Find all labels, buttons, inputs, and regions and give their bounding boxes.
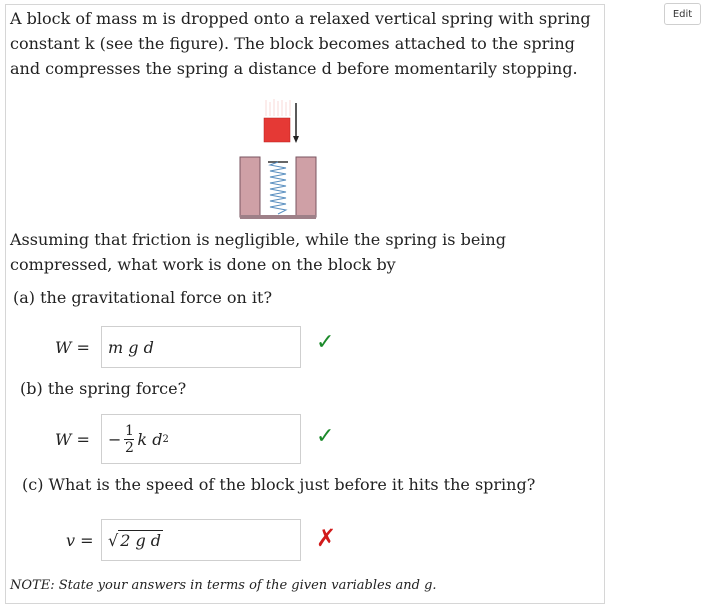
answer-b-value: k d: [137, 429, 163, 449]
incorrect-x-icon: ✗: [316, 524, 337, 552]
answer-input-a[interactable]: [101, 326, 301, 368]
answer-c-value: 2 g d: [120, 530, 162, 550]
edit-button[interactable]: Edit: [664, 3, 701, 25]
left-wall: [240, 157, 260, 217]
problem-intro: A block of mass m is dropped onto a relaxed vertical spring with spring constant k (see the figure). The block becomes attached to the spring and compresses the spring a distance d before momentarily stopping.: [10, 9, 591, 78]
answer-b-fraction: $\frac{1}{2}$: [124, 422, 134, 456]
part-b-prompt: (b) the spring force?: [20, 379, 187, 398]
answer-a-value: m g d: [108, 337, 154, 357]
part-c-prompt: (c) What is the speed of the block just before it hits the spring?: [22, 475, 536, 494]
question-text: Assuming that friction is negligible, while the spring is being compressed, what work is done on the block by: [10, 230, 506, 274]
spring-coil: [268, 162, 288, 214]
note-text: NOTE: State your answers in terms of the given variables and g.: [10, 578, 437, 593]
answer-c-sqrt: √ 2 g d: [108, 530, 162, 550]
right-wall: [296, 157, 316, 217]
part-a-var: W =: [55, 338, 90, 357]
part-a-prompt: (a) the gravitational force on it?: [13, 288, 273, 307]
spring-figure: [236, 98, 326, 223]
down-arrow-icon: [293, 103, 299, 143]
answer-input-b[interactable]: [101, 414, 301, 464]
answer-input-c[interactable]: [101, 519, 301, 561]
part-c-var: v =: [66, 531, 94, 550]
answer-b-exponent: 2: [162, 433, 169, 445]
motion-blur-lines: [266, 99, 290, 116]
correct-check-icon: ✓: [316, 424, 335, 449]
answer-b-sign: −: [108, 429, 122, 449]
correct-check-icon: ✓: [316, 330, 335, 355]
part-b-var: W =: [55, 430, 90, 449]
floor: [240, 215, 316, 219]
falling-block: [264, 118, 290, 142]
